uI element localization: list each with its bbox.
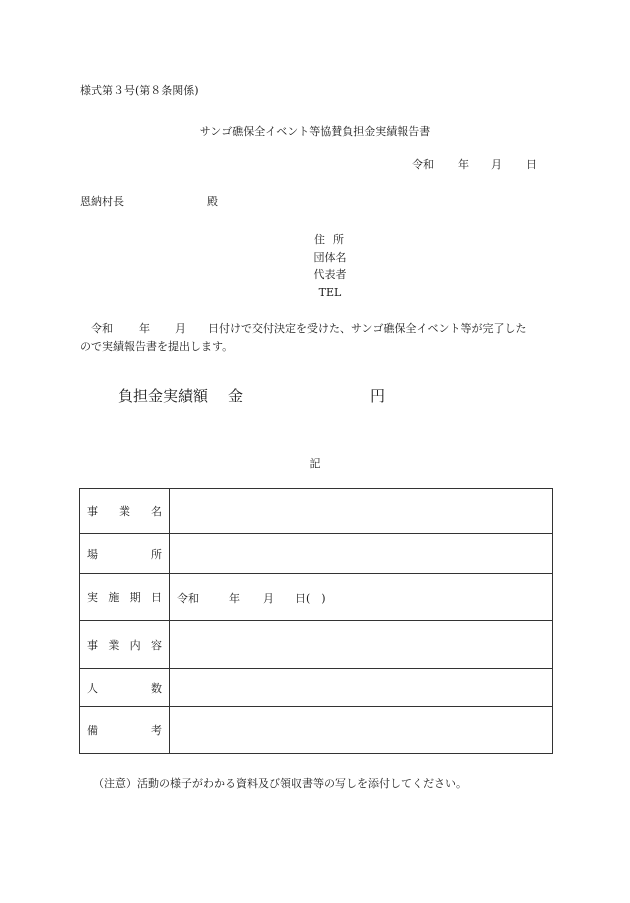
label-char: 実 (87, 591, 98, 604)
participants-cell[interactable] (170, 669, 553, 707)
body-era: 令和 (91, 322, 113, 335)
label-char: 事 (87, 638, 98, 652)
date-day: 日 (526, 158, 537, 171)
label-char: 所 (151, 547, 162, 561)
ki-heading: 記 (309, 457, 321, 470)
record-table (79, 488, 553, 754)
table-row (80, 669, 553, 707)
label-char: 事 (87, 505, 98, 518)
row-label-location (80, 534, 170, 574)
label-char: 人 (87, 681, 98, 695)
label-char: 数 (151, 681, 162, 695)
content-cell[interactable] (170, 621, 553, 669)
label-char: 容 (150, 638, 162, 652)
table-row (80, 621, 553, 669)
label-char: 名 (151, 505, 162, 518)
label-char: 業 (108, 638, 120, 652)
label-char: 期 (129, 591, 141, 604)
date-era: 令和 (412, 158, 434, 171)
label-char: 内 (129, 638, 141, 652)
addressee (80, 193, 240, 207)
row-label-project-name (80, 489, 170, 534)
row-label-participants (80, 669, 170, 707)
location-cell[interactable] (170, 534, 553, 574)
date-year: 年 (458, 158, 469, 171)
amount-line (118, 385, 398, 405)
body-line-1 (80, 320, 560, 338)
label-char: 場 (87, 547, 98, 561)
table-row (80, 489, 553, 534)
date-month: 月 (491, 158, 502, 171)
body-year: 年 (139, 322, 150, 335)
table-row (80, 574, 553, 621)
applicant-block (250, 231, 410, 301)
attachment-note: （注意）活動の様子がわかる資料及び領収書等の写しを添付してください。 (93, 777, 467, 790)
amount-yen: 円 (370, 387, 386, 405)
addressee-name: 恩納村長 (80, 195, 124, 208)
period-year: 年 (229, 592, 240, 605)
period-month: 月 (263, 592, 274, 605)
label-char: 考 (151, 724, 162, 737)
label-char: 業 (119, 505, 130, 518)
period-cell[interactable] (170, 574, 553, 621)
row-label-remarks (80, 707, 170, 754)
body-text (80, 320, 560, 356)
body-line-2: ので実績報告書を提出します。 (80, 340, 234, 353)
applicant-representative-label: 代表者 (313, 268, 347, 281)
period-era: 令和 (177, 592, 199, 605)
row-label-period (80, 574, 170, 621)
amount-label: 負担金実績額 (118, 387, 209, 405)
amount-kin: 金 (228, 387, 244, 405)
remarks-cell[interactable] (170, 707, 553, 754)
period-day: 日( ) (295, 592, 326, 605)
applicant-address-label: 住所 (314, 233, 352, 246)
addressee-suffix: 殿 (207, 195, 218, 208)
table-row (80, 707, 553, 754)
project-name-cell[interactable] (170, 489, 553, 534)
form-number: 様式第３号(第８条関係) (80, 84, 199, 97)
label-char: 施 (108, 591, 120, 604)
table-row (80, 534, 553, 574)
body-line-1-rest: 日付けで交付決定を受けた、サンゴ礁保全イベント等が完了した (208, 322, 527, 335)
row-label-content (80, 621, 170, 669)
body-month: 月 (175, 322, 186, 335)
applicant-organization-label: 団体名 (313, 250, 347, 264)
applicant-tel-label: TEL (318, 285, 342, 299)
document-title: サンゴ礁保全イベント等協賛負担金実績報告書 (199, 125, 431, 138)
label-char: 日 (150, 591, 162, 604)
label-char: 備 (87, 724, 98, 737)
date-line (412, 156, 552, 170)
